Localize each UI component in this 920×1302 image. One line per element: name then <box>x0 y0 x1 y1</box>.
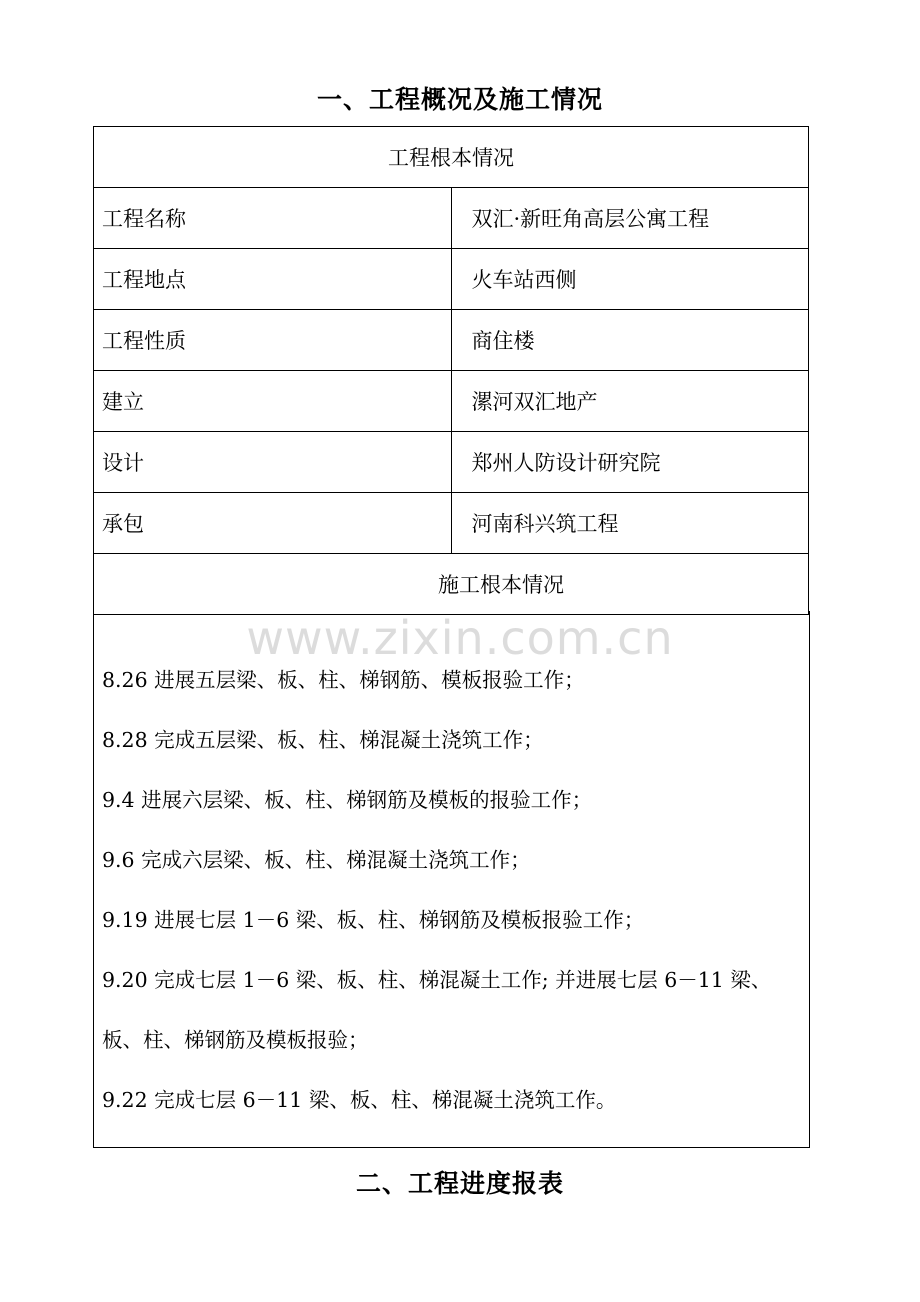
table-row <box>94 310 809 371</box>
list-item: 8.28 完成五层梁、板、柱、梯混凝土浇筑工作； <box>102 728 544 752</box>
row-value-builder: 漯河双汇地产 <box>451 371 809 432</box>
row-label-nature: 工程性质 <box>94 310 452 371</box>
list-item: 9.22 完成七层 6－11 梁、板、柱、梯混凝土浇筑工作。 <box>102 1088 617 1112</box>
row-label-location: 工程地点 <box>94 249 452 310</box>
list-item: 9.19 进展七层 1－6 梁、板、柱、梯钢筋及模板报验工作； <box>102 908 645 932</box>
row-label-design: 设计 <box>94 432 452 493</box>
list-item: 9.4 进展六层梁、板、柱、梯钢筋及模板的报验工作； <box>102 788 593 812</box>
row-label-contractor: 承包 <box>94 493 452 554</box>
list-item: 9.20 完成七层 1－6 梁、板、柱、梯混凝土工作; 并进展七层 6－11 梁、 <box>102 968 772 992</box>
overview-header: 工程根本情况 <box>94 127 809 188</box>
list-item: 板、柱、梯钢筋及模板报验； <box>102 1028 369 1052</box>
table-row <box>94 371 809 432</box>
table-row <box>94 127 809 188</box>
section-title-overview: 一、工程概况及施工情况 <box>316 85 603 114</box>
table-row <box>94 432 809 493</box>
table-row <box>94 493 809 554</box>
watermark: www.zixin.com.cn <box>246 611 674 665</box>
list-item: 9.6 完成六层梁、板、柱、梯混凝土浇筑工作； <box>102 848 531 872</box>
project-overview-table <box>93 126 809 615</box>
list-item: 8.26 进展五层梁、板、柱、梯钢筋、模板报验工作； <box>102 668 585 692</box>
progress-list <box>102 650 808 1130</box>
row-label-builder: 建立 <box>94 371 452 432</box>
table-row <box>94 554 809 615</box>
row-value-project-name: 双汇·新旺角高层公寓工程 <box>451 188 809 249</box>
section-title-progress-report: 二、工程进度报表 <box>355 1169 564 1198</box>
row-value-design: 郑州人防设计研究院 <box>451 432 809 493</box>
row-value-location: 火车站西侧 <box>451 249 809 310</box>
table-row <box>94 249 809 310</box>
construction-header: 施工根本情况 <box>94 554 809 615</box>
table-row <box>94 188 809 249</box>
row-label-project-name: 工程名称 <box>94 188 452 249</box>
row-value-contractor: 河南科兴筑工程 <box>451 493 809 554</box>
row-value-nature: 商住楼 <box>451 310 809 371</box>
